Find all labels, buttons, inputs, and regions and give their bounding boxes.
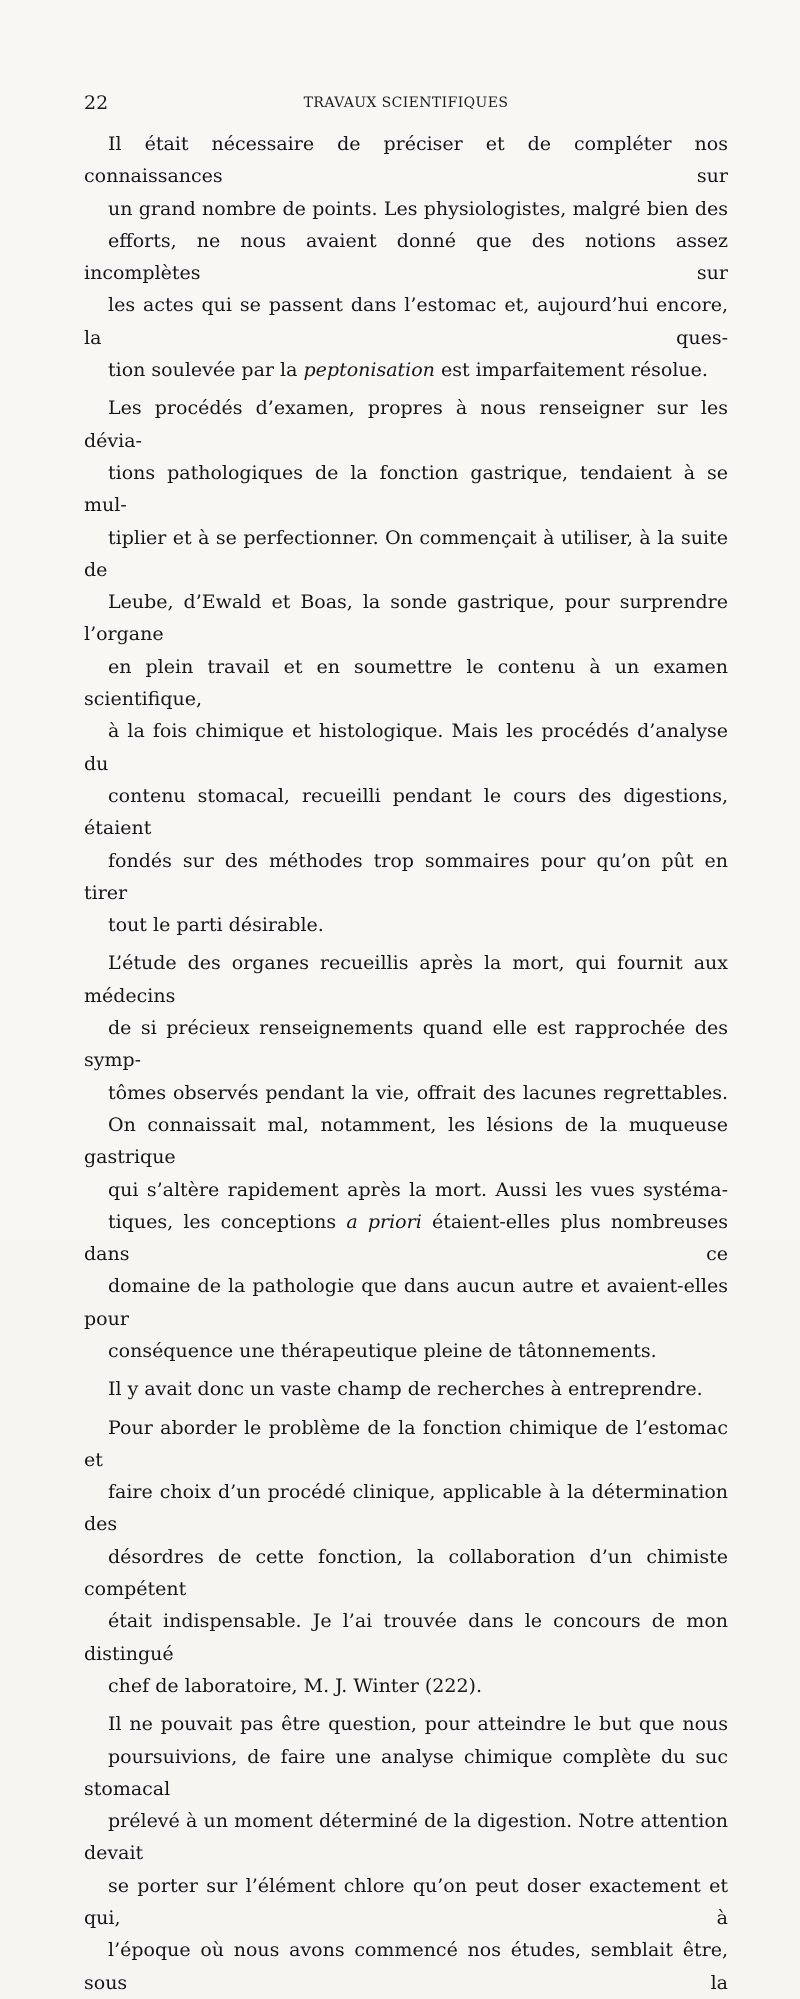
text-line: domaine de la pathologie que dans aucun autre et avaient-elles pour — [84, 1275, 728, 1330]
text-line: était indispensable. Je l’ai trouvée dans le concours de mon distingué — [84, 1610, 728, 1665]
text-line: prélevé à un moment déterminé de la digestion. Notre attention devait — [84, 1810, 728, 1865]
text-run: étaient-elles plus nombreuses dans ce — [84, 1210, 728, 1266]
paragraph-5 — [84, 1412, 728, 1703]
text-line: qui s’altère rapidement après la mort. Aussi les vues systéma- — [108, 1178, 728, 1201]
text-line: Les procédés d’examen, propres à nous renseigner sur les dévia- — [84, 397, 728, 452]
text-line: faire choix d’un procédé clinique, applicable à la détermination des — [84, 1481, 728, 1536]
text-line: fondés sur des méthodes trop sommaires pour qu’on pût en tirer — [84, 849, 728, 904]
paragraph-4 — [84, 1373, 728, 1405]
text-line: Leube, d’Ewald et Boas, la sonde gastrique, pour surprendre l’organe — [84, 591, 728, 646]
text-line: efforts, ne nous avaient donné que des notions assez incomplètes sur — [84, 229, 728, 285]
text-line: en plein travail et en soumettre le contenu à un examen scientifique, — [84, 655, 728, 711]
text-line: se porter sur l’élément chlore qu’on peut doser exactement et qui, à — [84, 1874, 728, 1930]
text-line: Il était nécessaire de préciser et de compléter nos connaissances sur — [84, 133, 728, 188]
paragraph-3 — [84, 947, 728, 1367]
text-line: L’étude des organes recueillis après la mort, qui fournit aux médecins — [84, 952, 728, 1007]
text-run: tiques, les conceptions — [108, 1210, 347, 1233]
body-text — [84, 128, 728, 1999]
text-line: à la fois chimique et histologique. Mais les procédés d’analyse du — [84, 720, 728, 775]
paragraph-1 — [84, 128, 728, 386]
text-line: tout le parti désirable. — [108, 914, 324, 937]
text-line: poursuivions, de faire une analyse chimique complète du suc stomacal — [84, 1745, 728, 1800]
text-line — [84, 354, 728, 386]
text-line: de si précieux renseignements quand elle est rapprochée des symp- — [84, 1017, 728, 1072]
text-line: tiplier et à se perfectionner. On commençait à utiliser, à la suite de — [84, 526, 728, 581]
text-line: un grand nombre de points. Les physiologistes, malgré bien des — [108, 197, 728, 220]
text-line: Il y avait donc un vaste champ de recherches à entreprendre. — [108, 1378, 703, 1401]
page-header — [84, 92, 728, 116]
text-line: l’époque où nous avons commencé nos études, semblait être, sous la — [84, 1939, 728, 1994]
text-line — [84, 1206, 728, 1271]
page-number: 22 — [84, 92, 109, 114]
text-line: chef de laboratoire, M. J. Winter (222). — [108, 1674, 483, 1697]
italic-term: a priori — [346, 1210, 422, 1233]
text-line: désordres de cette fonction, la collaboration d’un chimiste compétent — [84, 1545, 728, 1601]
paragraph-2 — [84, 392, 728, 941]
text-line: conséquence une thérapeutique pleine de tâtonnements. — [108, 1339, 657, 1362]
text-line: On connaissait mal, notamment, les lésions de la muqueuse gastrique — [84, 1113, 728, 1169]
italic-term: peptonisation — [303, 359, 435, 382]
text-line: Il ne pouvait pas être question, pour atteindre le but que nous — [108, 1713, 728, 1736]
text-line: les actes qui se passent dans l’estomac et, aujourd’hui encore, la ques- — [84, 294, 728, 349]
text-line: tômes observés pendant la vie, offrait des lacunes regrettables. — [108, 1081, 728, 1104]
running-title: TRAVAUX SCIENTIFIQUES — [303, 95, 509, 111]
text-line: tions pathologiques de la fonction gastrique, tendaient à se mul- — [84, 461, 728, 517]
text-line: contenu stomacal, recueilli pendant le cours des digestions, étaient — [84, 784, 728, 840]
text-line: Pour aborder le problème de la fonction chimique de l’estomac et — [84, 1416, 728, 1471]
text-run: tion soulevée par la — [108, 359, 304, 382]
text-run: est imparfaitement résolue. — [434, 359, 708, 382]
paragraph-6 — [84, 1708, 728, 1999]
